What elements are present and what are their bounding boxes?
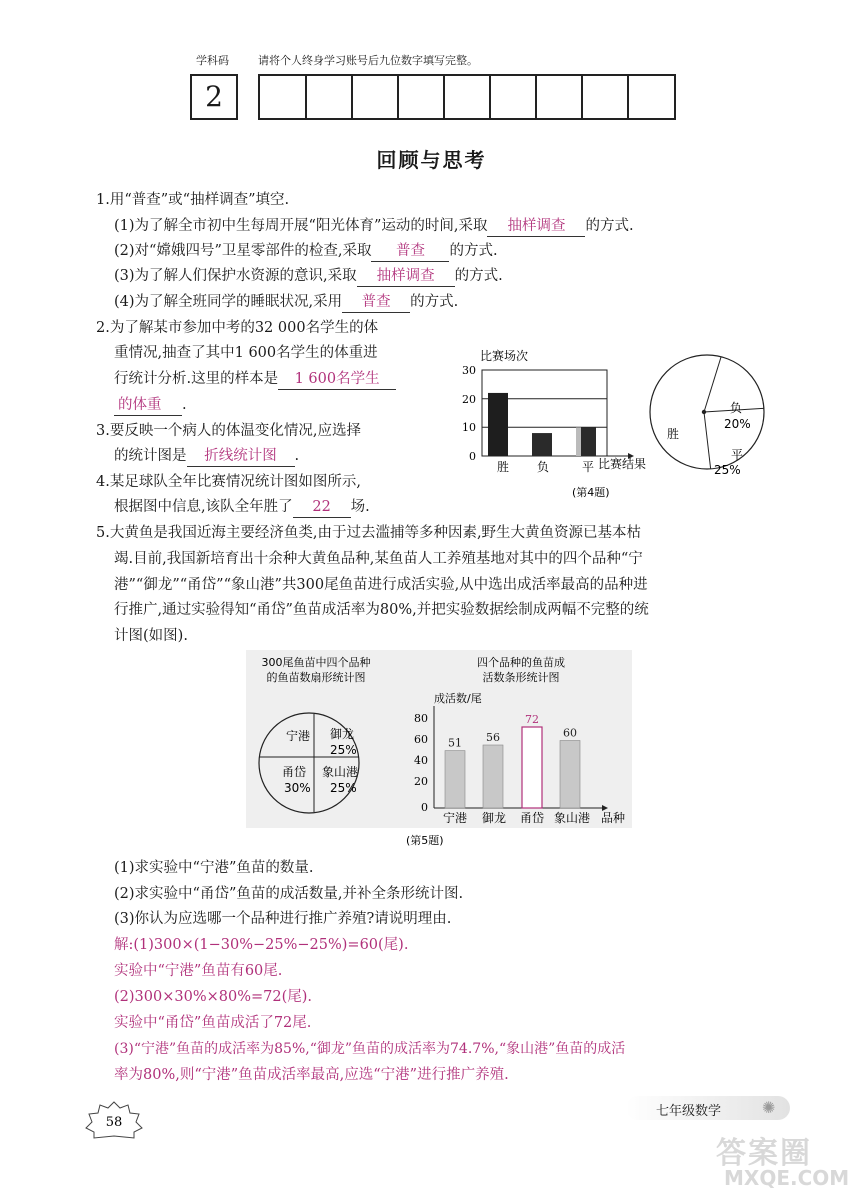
flower-icon: ✺ (762, 1098, 776, 1117)
fig4-pie-pct-lose: 20% (724, 417, 751, 431)
q2-line1: 2.为了解某市参加中考的32 000名学生的体 (96, 320, 379, 336)
fig5-xtick: 象山港 (554, 811, 591, 825)
q1a-text: (1)为了解全市初中生每周开展“阳光体育”运动的时间,采取 (114, 218, 488, 234)
fig5-bar (483, 745, 503, 808)
fig4-ytick: 20 (462, 393, 476, 406)
page-title: 回顾与思考 (376, 148, 487, 172)
solution-line3: (2)300×30%×80%=72(尾). (114, 989, 312, 1005)
q3-line2-text: 的统计图是 (114, 448, 187, 464)
solution-line4: 实验中“甬岱”鱼苗成活了72尾. (114, 1015, 312, 1031)
fig4-ylabel: 比赛场次 (480, 349, 529, 363)
q1c-answer: 抽样调查 (357, 266, 455, 287)
q1d-post: 的方式. (410, 294, 459, 310)
subject-code-value: 2 (205, 80, 223, 113)
q3-line2-post: . (294, 448, 300, 464)
fig5-ytick: 20 (414, 775, 428, 788)
fig4-pie-label-lose: 负 (730, 401, 743, 415)
footer-label: 七年级数学 (656, 1104, 722, 1119)
fig5-ylabel: 成活数/尾 (434, 692, 482, 705)
watermark-logo: 答案圈 (716, 1136, 812, 1171)
q4-line2 (114, 497, 370, 518)
fig5-data-label: 51 (448, 736, 462, 750)
fig4-bar (488, 393, 508, 456)
fig5-bar-title-1: 四个品种的鱼苗成 (477, 656, 565, 669)
digit-cell[interactable] (490, 76, 537, 118)
digit-cell[interactable] (260, 76, 307, 118)
solution-line6: 率为80%,则“宁港”鱼苗成活率最高,应选“宁港”进行推广养殖. (114, 1067, 509, 1083)
watermark-url: MXQE.COM (724, 1166, 850, 1190)
q1d-text: (4)为了解全班同学的睡眠状况,采用 (114, 294, 343, 310)
fig5-pie-pct-yulong: 25% (330, 743, 357, 757)
fig5-pie-label-xiangshan: 象山港 (322, 765, 359, 779)
fig4-ytick: 30 (462, 364, 476, 377)
fig5-ytick: 80 (414, 712, 428, 725)
q1d-answer: 普查 (342, 292, 410, 313)
q4-line2-post: 场. (350, 499, 370, 515)
solution-line5: (3)“宁港”鱼苗的成活率为85%,“御龙”鱼苗的成活率为74.7%,“象山港”鱼苗的成活 (114, 1041, 626, 1057)
fig5-pie-label-yongdai: 甬岱 (282, 765, 307, 779)
fig5-pie-label-yulong: 御龙 (330, 727, 355, 741)
q5-line2: 竭.目前,我国新培育出十余种大黄鱼品种,某鱼苗人工养殖基地对其中的四个品种“宁 (114, 551, 643, 567)
q1a-answer: 抽样调查 (487, 216, 585, 237)
fig4-xtick: 负 (537, 460, 550, 474)
fig4-pie-label-win: 胜 (667, 427, 680, 441)
digit-cell[interactable] (398, 76, 445, 118)
q1c-text: (3)为了解人们保护水资源的意识,采取 (114, 268, 357, 284)
page-number: 58 (105, 1115, 123, 1130)
fig4-xlabel: 比赛结果 (598, 457, 647, 471)
q2-answer-part2: 的体重 (114, 395, 182, 416)
fig5-ytick: 0 (421, 801, 428, 814)
q1b-post: 的方式. (449, 243, 498, 259)
digit-cell[interactable] (582, 76, 629, 118)
q3-answer: 折线统计图 (187, 446, 295, 467)
fig4-ytick: 10 (462, 421, 476, 434)
q1-part2 (114, 241, 498, 262)
fig5-xtick: 御龙 (482, 811, 507, 825)
fig4-charts (452, 340, 782, 510)
fig4-ytick: 0 (469, 450, 476, 463)
fig5-bar-title-2: 活数条形统计图 (482, 671, 560, 684)
q4-line1: 4.某足球队全年比赛情况统计图如图所示, (96, 474, 361, 490)
footer-label-pill (626, 1096, 790, 1120)
q5-part2: (2)求实验中“甬岱”鱼苗的成活数量,并补全条形统计图. (114, 886, 464, 902)
q3-line2 (114, 446, 299, 467)
fig5-pie-pct-yongdai: 30% (284, 781, 311, 795)
fig5-xtick: 甬岱 (520, 811, 545, 825)
fig4-xtick: 平 (582, 460, 595, 474)
fig4-pie-pct-draw: 25% (714, 463, 741, 477)
q5-part1: (1)求实验中“宁港”鱼苗的数量. (114, 860, 314, 876)
fig4-xtick: 胜 (497, 460, 510, 474)
q1-stem: 1.用“普查”或“抽样调查”填空. (96, 192, 290, 208)
subject-code-box (190, 74, 238, 120)
q4-answer: 22 (293, 497, 351, 518)
fig4-bar (532, 433, 552, 456)
instruction-text: 请将个人终身学习账号后九位数字填写完整。 (258, 54, 478, 67)
q1b-text: (2)对“嫦娥四号”卫星零部件的检查,采取 (114, 243, 372, 259)
page-number-badge (84, 1100, 144, 1140)
digit-cell[interactable] (444, 76, 491, 118)
fig5-pie-pct-xiangshan: 25% (330, 781, 357, 795)
fig5-xtick: 宁港 (443, 811, 468, 825)
solution-line1: 解:(1)300×(1−30%−25%−25%)=60(尾). (114, 937, 409, 953)
fig4-pie-label-draw: 平 (731, 448, 744, 462)
fig5-bar (560, 741, 580, 809)
q5-part3: (3)你认为应选哪一个品种进行推广养殖?请说明理由. (114, 911, 452, 927)
q3-line1: 3.要反映一个病人的体温变化情况,应选择 (96, 423, 361, 439)
q5-line1: 5.大黄鱼是我国近海主要经济鱼类,由于过去滥捕等多种因素,野生大黄鱼资源已基本枯 (96, 525, 642, 541)
fig4-pie-divider (704, 357, 721, 412)
q2-line3 (114, 369, 396, 390)
fig5-pie-title-1: 300尾鱼苗中四个品种 (261, 656, 371, 669)
fig5-charts (246, 650, 632, 850)
q4-line2-text: 根据图中信息,该队全年胜了 (114, 499, 293, 515)
fig4-pie-divider (704, 412, 711, 469)
q2-line4 (114, 395, 187, 416)
subject-code-label: 学科码 (196, 54, 229, 67)
fig5-data-label: 56 (486, 731, 500, 744)
fig5-data-label: 72 (525, 713, 539, 726)
q1b-answer: 普查 (371, 241, 449, 262)
fig4-caption: (第4题) (572, 486, 610, 499)
digit-cell[interactable] (306, 76, 353, 118)
fig5-pie-title-2: 的鱼苗数扇形统计图 (266, 671, 366, 684)
fig5-ytick: 60 (414, 733, 428, 746)
q1c-post: 的方式. (454, 268, 503, 284)
q5-line3: 港”“御龙”“甬岱”“象山港”共300尾鱼苗进行成活实验,从中选出成活率最高的品种进 (114, 577, 648, 593)
digit-cell[interactable] (536, 76, 583, 118)
q1-part3 (114, 266, 503, 287)
q1-part1 (114, 216, 634, 237)
fig5-bar (445, 751, 465, 808)
q5-line5: 计图(如图). (114, 628, 188, 644)
q2-line3-text: 行统计分析.这里的样本是 (114, 371, 279, 387)
fig5-ytick: 40 (414, 754, 428, 767)
q2-answer-part1: 1 600名学生 (278, 369, 396, 390)
q2-line4-post: . (182, 397, 187, 413)
q1a-post: 的方式. (585, 218, 634, 234)
account-digit-boxes[interactable] (258, 74, 676, 120)
fig4-pie-center (702, 410, 706, 414)
digit-cell[interactable] (352, 76, 399, 118)
fig5-data-label: 60 (563, 726, 577, 740)
fig4-bar-highlight (576, 427, 581, 456)
fig5-xlabel: 品种 (601, 811, 626, 825)
q5-line4: 行推广,通过实验得知“甬岱”鱼苗成活率为80%,并把实验数据绘制成两幅不完整的统 (114, 602, 649, 618)
solution-line2: 实验中“宁港”鱼苗有60尾. (114, 963, 283, 979)
q1-part4 (114, 292, 458, 313)
q2-line2: 重情况,抽查了其中1 600名学生的体重进 (114, 345, 378, 361)
fig5-pie-label-ningang: 宁港 (286, 729, 311, 743)
fig5-bar (522, 727, 542, 808)
fig5-caption: (第5题) (406, 834, 444, 847)
